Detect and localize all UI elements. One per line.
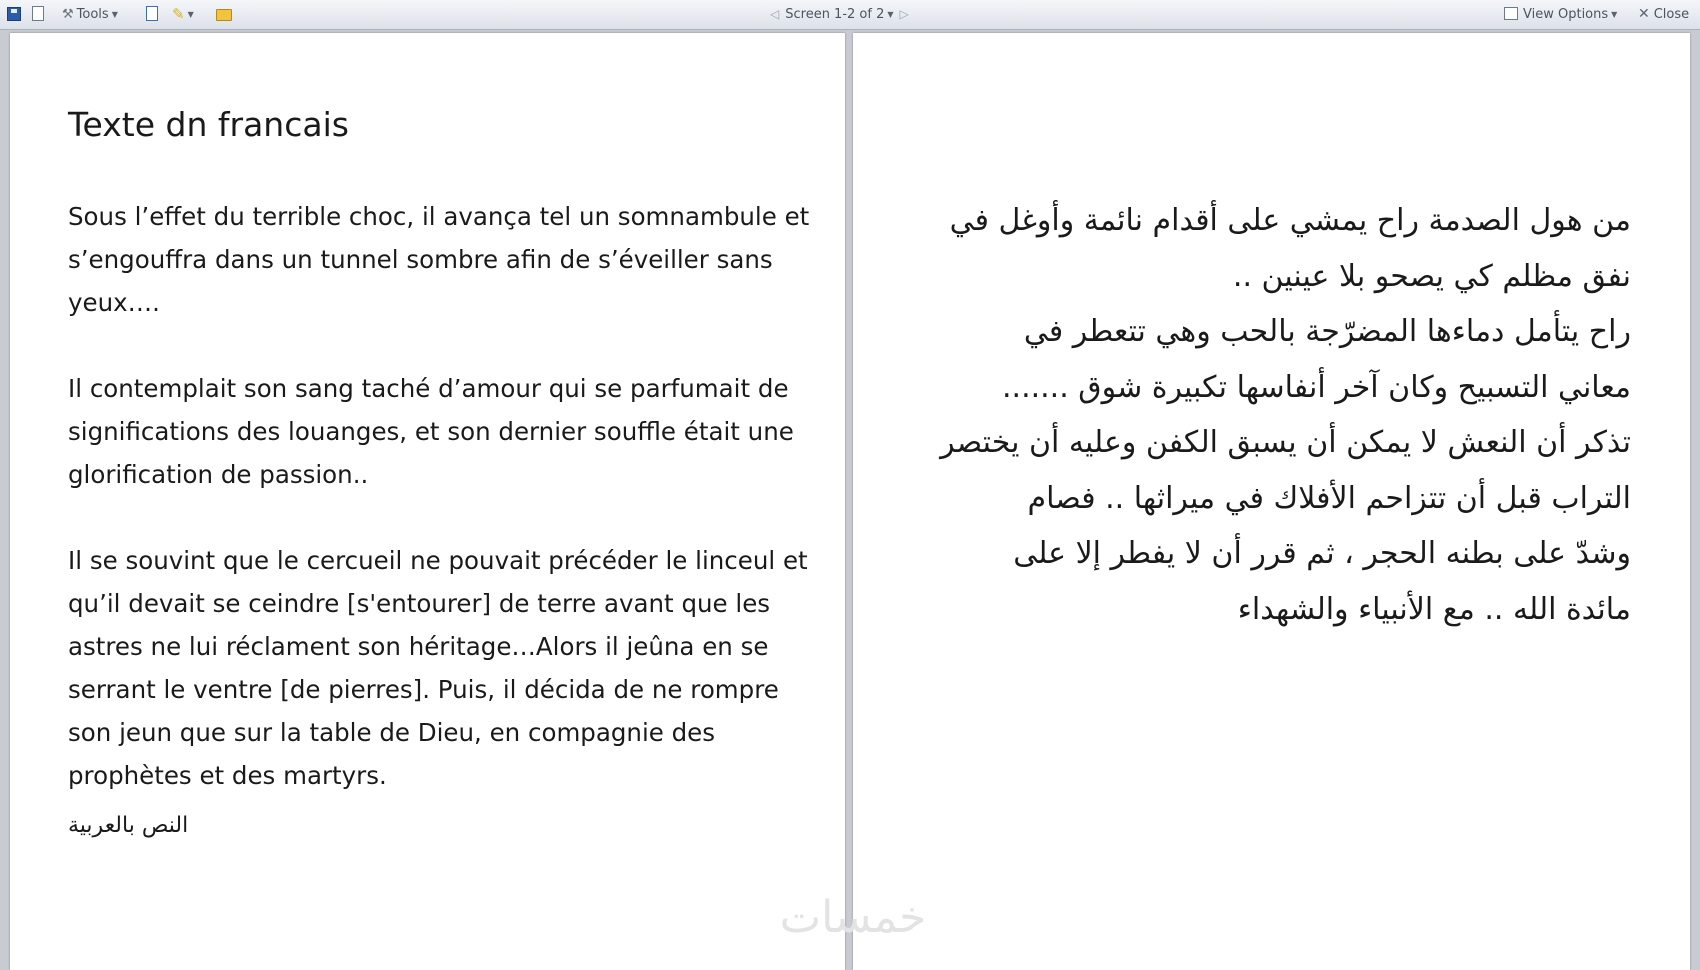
- chevron-down-icon: ▼: [187, 9, 194, 19]
- arabic-line: معاني التسبيح وكان آخر أنفاسها تكبيرة شوق .......: [1002, 369, 1631, 405]
- watermark: خمسات: [779, 892, 927, 943]
- tools-menu-button[interactable]: [62, 4, 118, 24]
- french-paragraph: Il se souvint que le cercueil ne pouvait précéder le linceul et qu’il devait se ceindre [s'entourer] de terre avant que les astres ne lui réclament son héritage…Alors il jeûna en se serrant le ventre [de pierres]. Puis, il décida de ne rompre son jeun que sur la table de Dieu, en compagnie des prophètes et des martyrs.: [68, 546, 808, 790]
- chevron-down-icon: ▼: [111, 9, 118, 19]
- arabic-line: التراب قبل أن تتزاحم الأفلاك في ميراثها .. فصام: [1027, 480, 1631, 516]
- save-button[interactable]: [6, 4, 22, 24]
- arabic-line: تذكر أن النعش لا يمكن أن يسبق الكفن وعليه أن يختصر: [940, 425, 1631, 460]
- translate-icon: [144, 6, 160, 22]
- screen-navigator: [764, 4, 915, 24]
- arabic-line: نفق مظلم كي يصحو بلا عينين ..: [1232, 258, 1631, 294]
- document-icon: [30, 6, 46, 22]
- previous-screen-button[interactable]: ◁: [770, 7, 780, 21]
- chevron-down-icon: ▼: [1611, 9, 1618, 19]
- arabic-line: من هول الصدمة راح يمشي على أقدام نائمة وأوغل في: [949, 203, 1631, 238]
- left-page: [10, 33, 845, 970]
- view-options-label: View Options: [1523, 6, 1609, 22]
- folder-icon: [216, 6, 232, 22]
- next-screen-button[interactable]: ▷: [899, 7, 909, 21]
- screen-indicator[interactable]: Screen 1-2 of 2: [785, 6, 885, 22]
- close-icon: ✕: [1638, 6, 1650, 22]
- french-paragraph: Il contemplait son sang taché d’amour qui se parfumait de significations des louanges, et son dernier souffle était une glorification de passion..: [68, 374, 794, 489]
- close-button[interactable]: [1638, 4, 1689, 24]
- tools-label: Tools: [76, 6, 109, 22]
- french-paragraph: Sous l’effet du terrible choc, il avança tel un somnambule et s’engouffra dans un tunnel sombre afin de s’éveiller sans yeux….: [68, 202, 810, 317]
- reading-toolbar: [0, 0, 1700, 30]
- view-options-button[interactable]: [1504, 4, 1617, 24]
- right-page: [853, 33, 1690, 970]
- open-folder-button[interactable]: [216, 4, 232, 24]
- save-icon: [6, 6, 22, 22]
- arabic-line: وشدّ على بطنه الحجر ، ثم قرر أن لا يفطر إلا على: [1013, 536, 1631, 571]
- print-preview-button[interactable]: [30, 4, 46, 24]
- arabic-text-label: النص بالعربية: [68, 813, 189, 838]
- highlight-button[interactable]: [172, 4, 194, 24]
- close-label: Close: [1653, 6, 1690, 22]
- view-options-icon: [1504, 6, 1520, 22]
- arabic-text-block: [911, 193, 1631, 637]
- highlighter-icon: ✎: [172, 5, 185, 23]
- translate-button[interactable]: [144, 4, 160, 24]
- arabic-line: مائدة الله .. مع الأنبياء والشهداء: [1237, 591, 1631, 627]
- arabic-line: راح يتأمل دماءها المضرّجة بالحب وهي تتعطر في: [1023, 314, 1631, 349]
- chevron-down-icon[interactable]: ▼: [887, 9, 894, 19]
- tools-icon: ⚒: [62, 6, 74, 22]
- page-title: Texte dn francais: [68, 105, 349, 144]
